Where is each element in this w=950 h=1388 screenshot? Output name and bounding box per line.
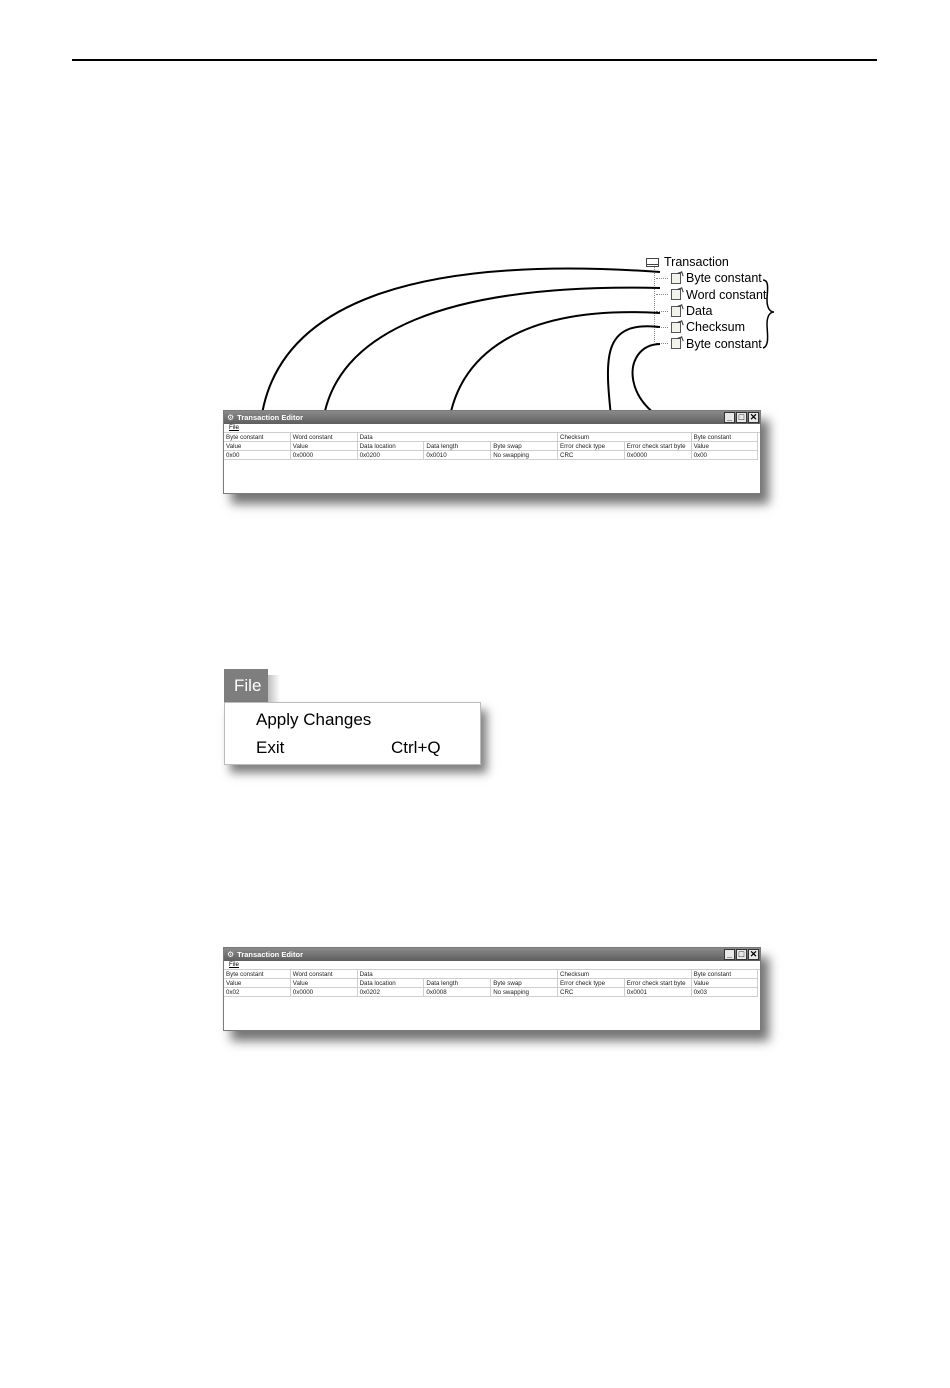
group-header: Word constant bbox=[291, 970, 358, 979]
menu-file[interactable]: File bbox=[224, 961, 760, 970]
menu-item-exit[interactable]: Exit bbox=[256, 738, 285, 757]
group-header: Byte constant bbox=[692, 433, 759, 442]
value-cell[interactable]: 0x0001 bbox=[625, 988, 692, 997]
value-cell[interactable]: CRC bbox=[558, 451, 625, 460]
group-header: Data bbox=[358, 433, 558, 442]
column-header: Data location bbox=[358, 442, 425, 451]
value-cell[interactable]: 0x03 bbox=[692, 988, 759, 997]
value-cell[interactable]: 0x0000 bbox=[291, 988, 358, 997]
close-button[interactable]: ✕ bbox=[749, 412, 758, 422]
column-header: Error check start byte bbox=[625, 979, 692, 988]
window-title: Transaction Editor bbox=[237, 413, 304, 422]
column-header: Value bbox=[291, 979, 358, 988]
value-cell[interactable]: 0x00 bbox=[224, 451, 291, 460]
menu-file[interactable]: File bbox=[224, 424, 760, 433]
column-header: Data location bbox=[358, 979, 425, 988]
column-header: Value bbox=[692, 442, 759, 451]
close-button[interactable]: ✕ bbox=[749, 949, 758, 959]
value-cell[interactable]: 0x0202 bbox=[358, 988, 425, 997]
tree-item-label: Data bbox=[686, 303, 713, 318]
group-header: Word constant bbox=[291, 433, 358, 442]
tree-item-label: Byte constant bbox=[686, 336, 762, 351]
file-menu-tab[interactable]: File bbox=[224, 669, 268, 702]
group-header: Byte constant bbox=[224, 433, 291, 442]
tree-item-label: Word constant bbox=[686, 287, 767, 302]
column-header: Value bbox=[224, 979, 291, 988]
file-menu-dropdown bbox=[224, 702, 481, 765]
window-titlebar[interactable] bbox=[224, 411, 760, 424]
transaction-grid bbox=[224, 433, 760, 460]
transaction-grid bbox=[224, 970, 760, 997]
value-cell[interactable]: CRC bbox=[558, 988, 625, 997]
group-header: Checksum bbox=[558, 433, 692, 442]
column-header: Data length bbox=[424, 442, 491, 451]
value-cell[interactable]: No swapping bbox=[491, 988, 558, 997]
column-header: Byte swap bbox=[491, 442, 558, 451]
tree-root-label: Transaction bbox=[664, 255, 729, 269]
gear-icon: ⚙ bbox=[227, 950, 235, 959]
transaction-editor-window-2 bbox=[223, 947, 761, 1031]
value-cell[interactable]: 0x0000 bbox=[625, 451, 692, 460]
brace-icon bbox=[763, 280, 774, 348]
group-header: Byte constant bbox=[224, 970, 291, 979]
value-cell[interactable]: 0x02 bbox=[224, 988, 291, 997]
group-header: Data bbox=[358, 970, 558, 979]
maximize-button[interactable]: □ bbox=[736, 949, 747, 960]
value-cell[interactable]: 0x0000 bbox=[291, 451, 358, 460]
group-header: Byte constant bbox=[692, 970, 759, 979]
arrow-byte-constant bbox=[260, 269, 660, 430]
exit-shortcut: Ctrl+Q bbox=[391, 738, 441, 757]
menu-item-apply-changes[interactable]: Apply Changes bbox=[256, 710, 372, 729]
minimize-button[interactable]: _ bbox=[724, 949, 735, 960]
tree-item-label: Byte constant bbox=[686, 271, 762, 286]
column-header: Value bbox=[224, 442, 291, 451]
tree-item-label: Checksum bbox=[686, 320, 746, 335]
window-title: Transaction Editor bbox=[237, 950, 304, 959]
window-titlebar[interactable] bbox=[224, 948, 760, 961]
value-cell[interactable]: 0x0008 bbox=[424, 988, 491, 997]
minimize-button[interactable]: _ bbox=[724, 412, 735, 423]
column-header: Error check type bbox=[558, 979, 625, 988]
value-cell[interactable]: 0x0010 bbox=[424, 451, 491, 460]
column-header: Error check start byte bbox=[625, 442, 692, 451]
column-header: Error check type bbox=[558, 442, 625, 451]
gear-icon: ⚙ bbox=[227, 413, 235, 422]
column-header: Value bbox=[291, 442, 358, 451]
maximize-button[interactable]: □ bbox=[736, 412, 747, 423]
group-header: Checksum bbox=[558, 970, 692, 979]
value-cell[interactable]: 0x00 bbox=[692, 451, 759, 460]
column-header: Value bbox=[692, 979, 759, 988]
column-header: Data length bbox=[424, 979, 491, 988]
column-header: Byte swap bbox=[491, 979, 558, 988]
value-cell[interactable]: No swapping bbox=[491, 451, 558, 460]
value-cell[interactable]: 0x0200 bbox=[358, 451, 425, 460]
transaction-editor-window-1 bbox=[223, 410, 761, 494]
